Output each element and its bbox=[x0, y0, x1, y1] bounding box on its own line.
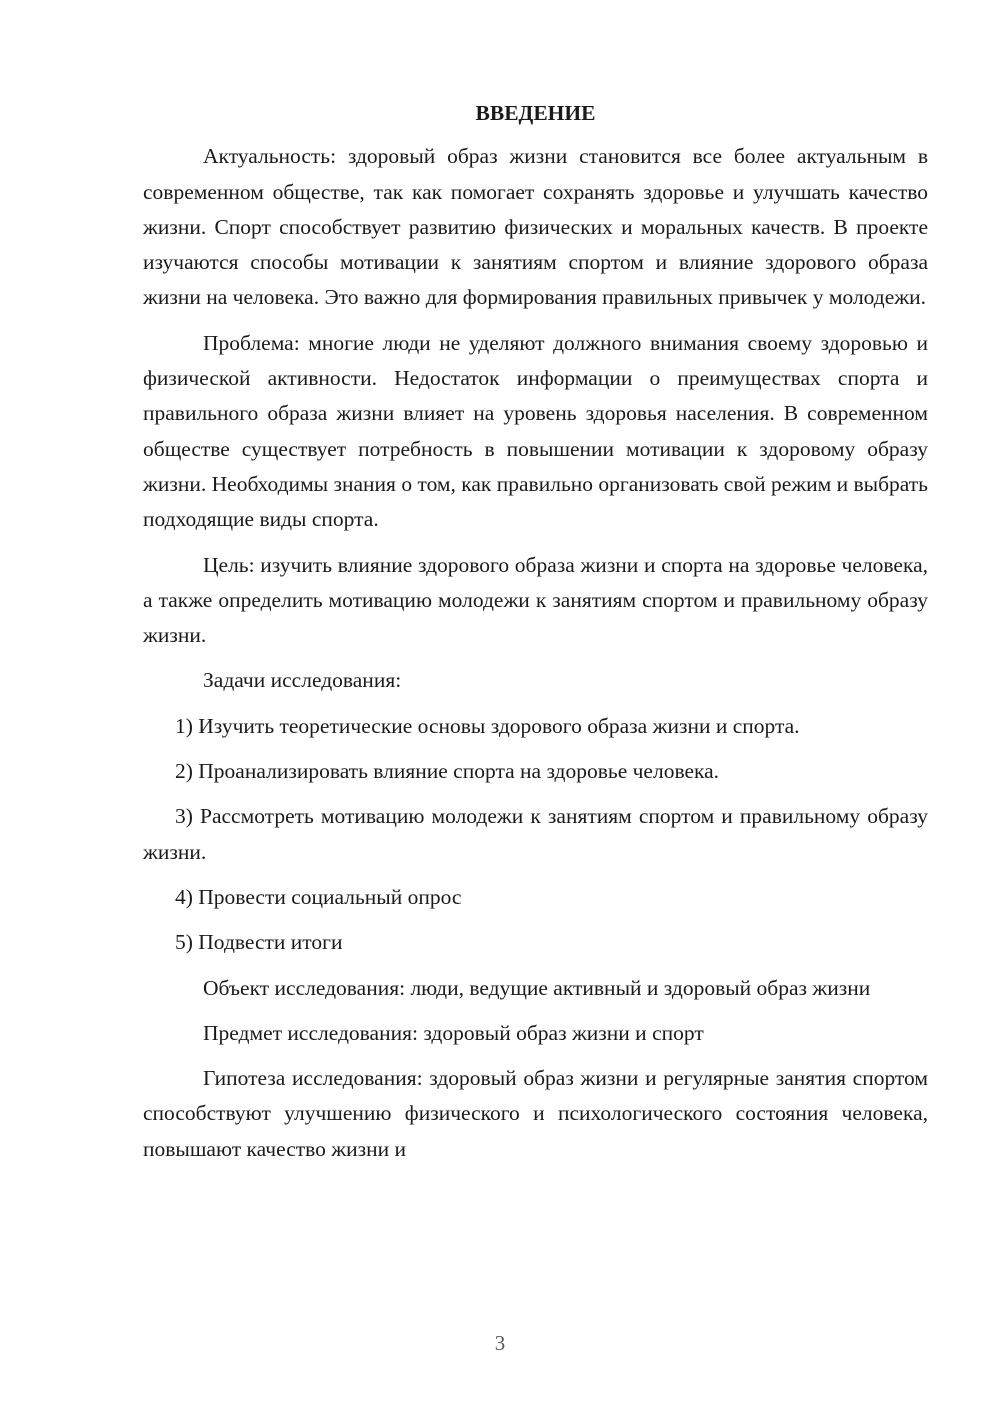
task-item-2: 2) Проанализировать влияние спорта на здоровье человека. bbox=[175, 759, 720, 784]
task-item-5: 5) Подвести итоги bbox=[175, 930, 343, 955]
relevance-paragraph: Актуальность: здоровый образ жизни становится все более актуальным в современном обществе, так как помогает сохранять здоровье и улучшать качество жизни. Спорт способствует развитию физических и моральных качеств. В проекте изучаются способы мотивации к занятиям спортом и влияние здорового образа жизни на человека. Это важно для формирования правильных привычек у молодежи. bbox=[143, 144, 928, 310]
tasks-heading: Задачи исследования: bbox=[203, 668, 402, 693]
section-title: ВВЕДЕНИЕ bbox=[475, 101, 596, 125]
task-item-3: 3) Рассмотреть мотивацию молодежи к занятиям спортом и правильному образу жизни. bbox=[143, 804, 928, 864]
task-item-1: 1) Изучить теоретические основы здорового образа жизни и спорта. bbox=[175, 713, 800, 738]
page-content bbox=[143, 96, 928, 1177]
goal-paragraph: Цель: изучить влияние здорового образа жизни и спорта на здоровье человека, а также определить мотивацию молодежи к занятиям спортом и правильному образу жизни. bbox=[143, 552, 928, 648]
hypothesis-paragraph: Гипотеза исследования: здоровый образ жизни и регулярные занятия спортом способствуют улучшению физического и психологического состояния человека, повышают качество жизни и bbox=[143, 1066, 928, 1161]
task-item-4: 4) Провести социальный опрос bbox=[175, 884, 462, 909]
object-paragraph: Объект исследования: люди, ведущие активный и здоровый образ жизни bbox=[203, 975, 871, 1000]
problem-paragraph: Проблема: многие люди не уделяют должного внимания своему здоровью и физической активности. Недостаток информации о преимуществах спорта и правильного образа жизни влияет на уровень здоровья населения. В современном обществе существует потребность в повышении мотивации к здоровому образу жизни. Необходимы знания о том, как правильно организовать свой режим и выбрать подходящие виды спорта. bbox=[143, 330, 928, 532]
page-number: 3 bbox=[494, 1331, 506, 1355]
subject-paragraph: Предмет исследования: здоровый образ жизни и спорт bbox=[203, 1020, 704, 1045]
